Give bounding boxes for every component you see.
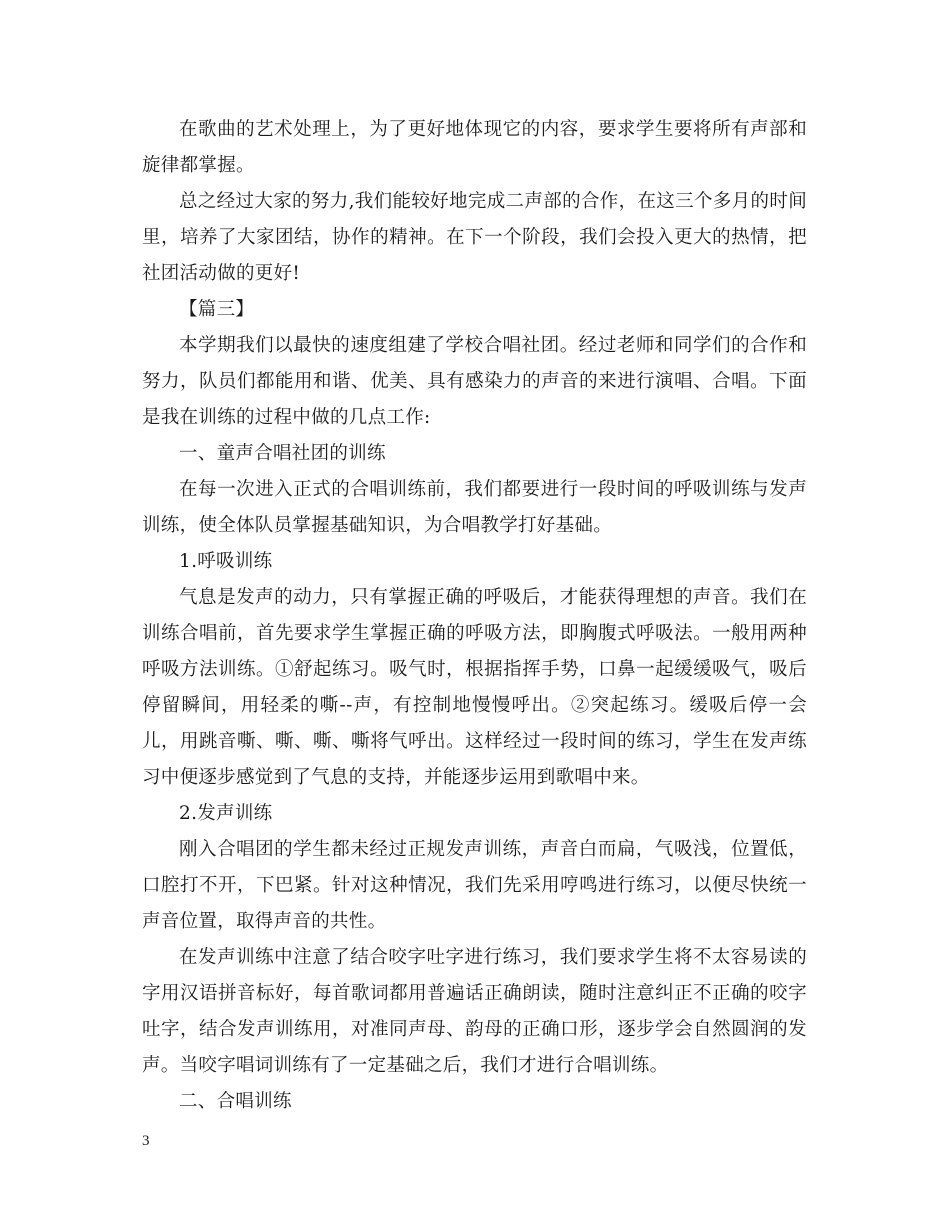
- paragraph-pre-training: 在每一次进入正式的合唱训练前，我们都要进行一段时间的呼吸训练与发声训练，使全体队员掌握基础知识，为合唱教学打好基础。: [142, 479, 807, 536]
- paragraph-pronunciation: 在发声训练中注意了结合咬字吐字进行练习，我们要求学生将不太容易读的字用汉语拼音标好，每首歌词都用普遍话正确朗读，随时注意纠正不正确的咬字吐字，结合发声训练用，对准同声母、韵母的正确口形，逐步学会自然圆润的发声。当咬字唱词训练有了一定基础之后，我们才进行合唱训练。: [142, 947, 807, 1076]
- heading-breathing-training: 1.呼吸训练: [179, 551, 273, 572]
- paragraph-vocal-basics: 刚入合唱团的学生都未经过正规发声训练，声音白而扁，气吸浅，位置低，口腔打不开，下巴紧。针对这种情况，我们先采用哼鸣进行练习，以便尽快统一声音位置，取得声音的共性。: [142, 839, 807, 932]
- paragraph-breathing: 气息是发声的动力，只有掌握正确的呼吸后，才能获得理想的声音。我们在训练合唱前，首先要求学生掌握正确的呼吸方法，即胸腹式呼吸法。一般用两种呼吸方法训练。①舒起练习。吸气时，根据指挥手势，口鼻一起缓缓吸气，吸后停留瞬间，用轻柔的嘶--声，有控制地慢慢呼出。②突起练习。缓吸后停一会儿，用跳音嘶、嘶、嘶、嘶将气呼出。这样经过一段时间的练习，学生在发声练习中便逐步感觉到了气息的支持，并能逐步运用到歌唱中来。: [142, 587, 807, 788]
- page-number: 3: [142, 1133, 150, 1149]
- paragraph-summary: 总之经过大家的努力,我们能较好地完成二声部的合作，在这三个多月的时间里，培养了大家团结，协作的精神。在下一个阶段，我们会投入更大的热情，把社团活动做的更好!: [142, 191, 807, 284]
- section-heading-part-three: 【篇三】: [179, 299, 255, 320]
- heading-choir-training: 一、童声合唱社团的训练: [179, 443, 386, 464]
- document-body: [142, 112, 807, 1120]
- paragraph-intro: 本学期我们以最快的速度组建了学校合唱社团。经过老师和同学们的合作和努力，队员们都能用和谐、优美、具有感染力的声音的来进行演唱、合唱。下面是我在训练的过程中做的几点工作:: [142, 335, 807, 428]
- heading-chorus-training: 二、合唱训练: [179, 1091, 292, 1112]
- heading-vocal-training: 2.发声训练: [179, 803, 273, 824]
- paragraph-art-treatment: 在歌曲的艺术处理上，为了更好地体现它的内容，要求学生要将所有声部和旋律都掌握。: [142, 119, 807, 176]
